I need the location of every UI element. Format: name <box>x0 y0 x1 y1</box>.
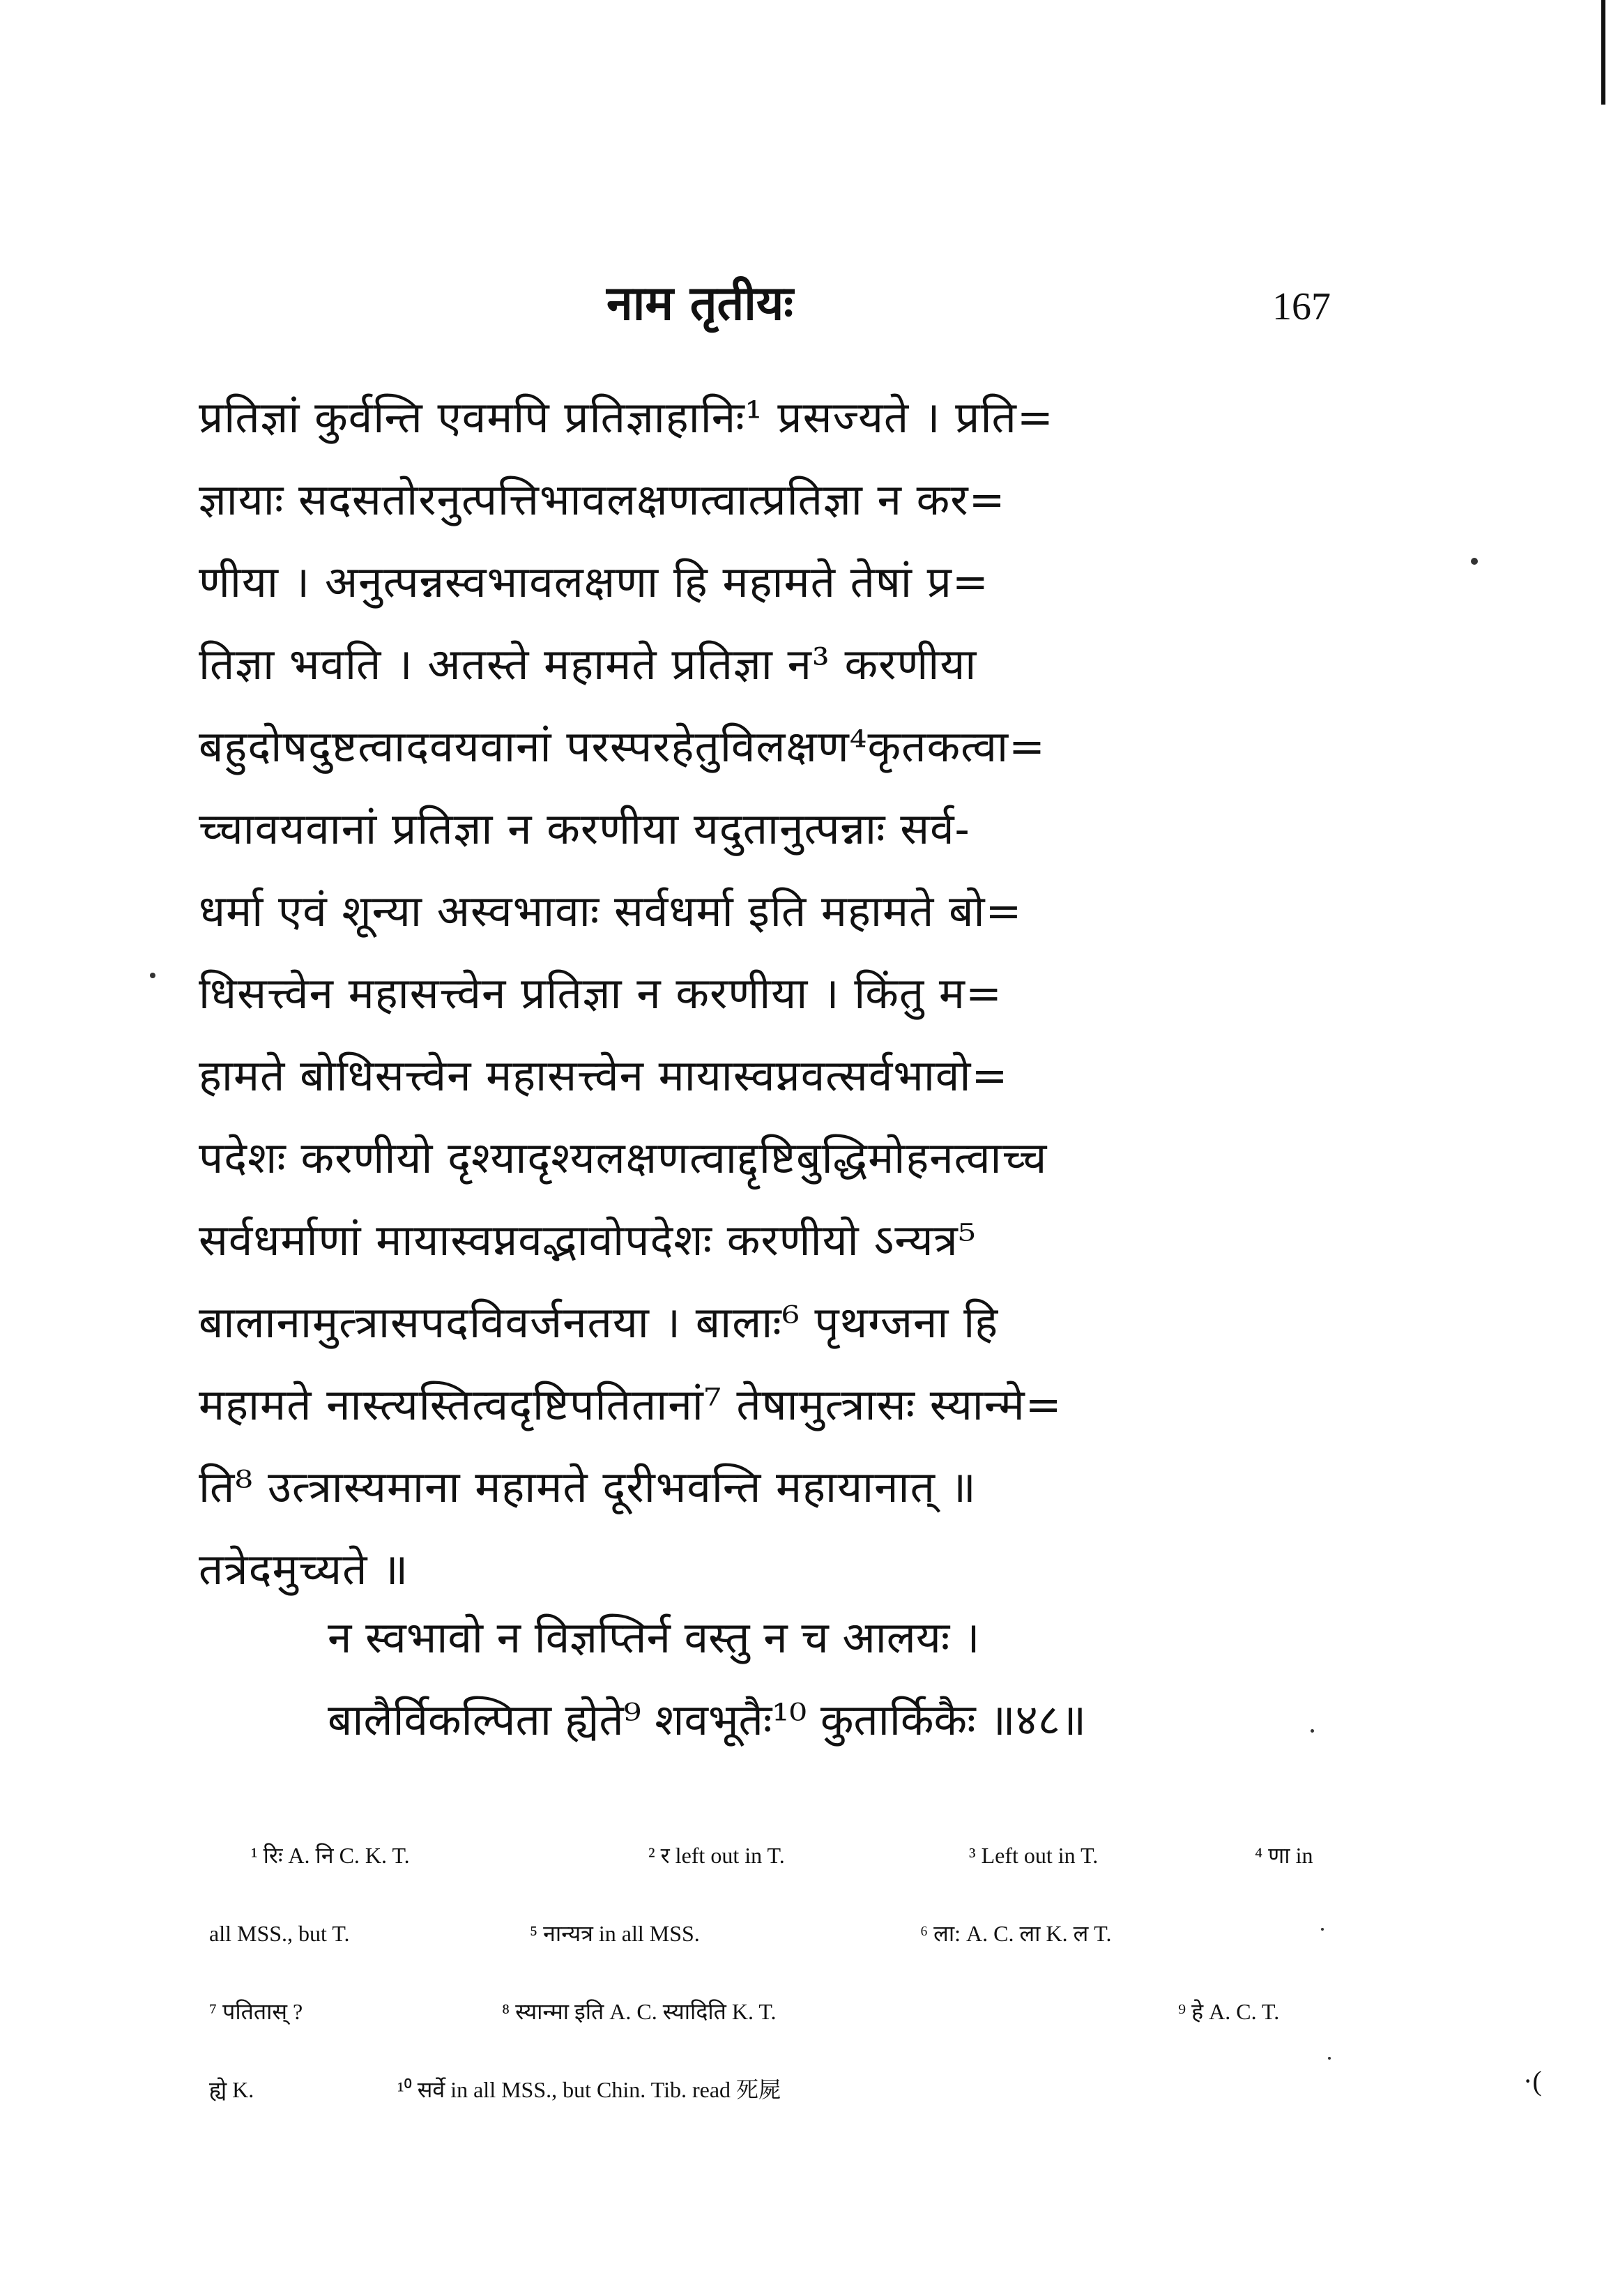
print-speck <box>1321 1928 1324 1931</box>
prose-line: च्चावयवानां प्रतिज्ञा न करणीया यदुतानुत्पन्नाः सर्व- <box>199 803 970 854</box>
verse-block <box>328 1597 1415 1761</box>
page-number: 167 <box>1272 285 1331 328</box>
footnote-row <box>209 1816 1408 1894</box>
verse-line: बालैर्विकल्पिता ह्येते⁹ शवभूतैः¹⁰ कुतार्किकैः ॥४८॥ <box>328 1694 1087 1745</box>
footnote: ² र left out in T. <box>648 1843 785 1868</box>
print-speck <box>150 973 155 978</box>
print-speck <box>1471 558 1478 565</box>
prose-line: ज्ञायाः सदसतोरनुत्पत्तिभावलक्षणत्वात्प्रतिज्ञा न कर= <box>199 474 1006 525</box>
footnote: all MSS., but T. <box>209 1921 350 1946</box>
footnote: ⁹ हे A. C. T. <box>1178 1999 1280 2024</box>
running-title: नाम तृतीयः <box>606 275 793 331</box>
footnote: ⁶ ला: A. C. ला K. ल T. <box>920 1921 1112 1946</box>
prose-line: प्रतिज्ञां कुर्वन्ति एवमपि प्रतिज्ञाहानिः¹ प्रसज्यते । प्रति= <box>199 392 1054 443</box>
footnote-row <box>209 1972 1408 2051</box>
footnote: ¹ रिः A. नि C. K. T. <box>251 1843 410 1868</box>
footnote: ह्ये K. <box>209 2077 254 2102</box>
prose-line: धर्मा एवं शून्या अस्वभावाः सर्वधर्मा इति महामते बो= <box>199 885 1023 936</box>
prose-line: बहुदोषदुष्टत्वादवयवानां परस्परहेतुविलक्षण⁴कृतकत्वा= <box>199 721 1046 772</box>
prose-line: हामते बोधिसत्त्वेन महासत्त्वेन मायास्वप्नवत्सर्वभावो= <box>199 1050 1009 1101</box>
footnote: ³ Left out in T. <box>969 1843 1099 1868</box>
footnote-row <box>209 1894 1408 1972</box>
verse-line: न स्वभावो न विज्ञप्तिर्न वस्तु न च आलयः । <box>328 1612 980 1663</box>
prose-line: तिज्ञा भवति । अतस्ते महामते प्रतिज्ञा न³ करणीया <box>199 639 977 690</box>
prose-line: ति⁸ उत्त्रास्यमाना महामते दूरीभवन्ति महायानात् ॥ <box>199 1461 977 1512</box>
footnotes <box>209 1816 1408 2129</box>
prose-block <box>199 377 1398 1611</box>
footnote: ⁸ स्यान्मा इति A. C. स्यादिति K. T. <box>502 1999 777 2024</box>
footnote: ⁵ नान्यत्र in all MSS. <box>530 1921 700 1946</box>
prose-line: तत्रेदमुच्यते ॥ <box>199 1544 409 1595</box>
footnote: ⁴ णा in <box>1255 1843 1313 1868</box>
print-speck <box>1328 2057 1331 2060</box>
prose-line: पदेशः करणीयो दृश्यादृश्यलक्षणत्वाद्दृष्टिबुद्धिमोहनत्वाच्च <box>199 1132 1048 1183</box>
footnote: ¹⁰ सर्वे in all MSS., but Chin. Tib. read 死屍 <box>397 2077 781 2102</box>
footnote-row <box>209 2051 1408 2129</box>
prose-line: बालानामुत्त्रासपदविवर्जनतया । बालाः⁶ पृथग्जना हि <box>199 1297 999 1348</box>
footnote: ⁷ पतितास् ? <box>209 1999 303 2024</box>
prose-line: सर्वधर्माणां मायास्वप्नवद्भावोपदेशः करणीयो ऽन्यत्र⁵ <box>199 1215 977 1265</box>
prose-line: धिसत्त्वेन महासत्त्वेन प्रतिज्ञा न करणीया । किंतु म= <box>199 968 1002 1019</box>
margin-mark: ·( <box>1523 2065 1542 2097</box>
print-speck <box>1311 1729 1314 1733</box>
running-head <box>0 268 1611 345</box>
prose-line: णीया । अनुत्पन्नस्वभावलक्षणा हि महामते तेषां प्र= <box>199 556 989 607</box>
prose-line: महामते नास्त्यस्तित्वदृष्टिपतितानां⁷ तेषामुत्त्रासः स्यान्मे= <box>199 1379 1062 1430</box>
page-edge-line <box>1601 0 1605 105</box>
